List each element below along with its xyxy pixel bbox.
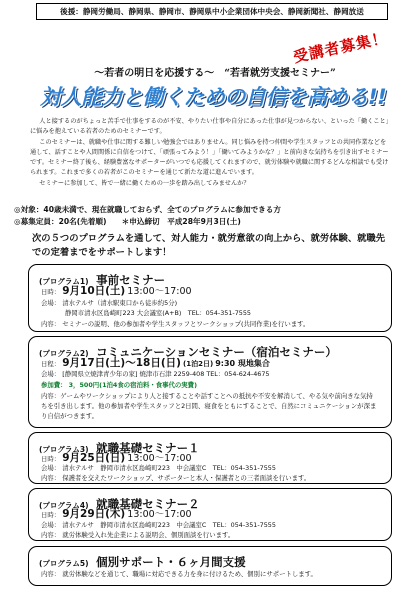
date-label: 日時：: [41, 455, 61, 463]
program-tag: (プログラム3): [39, 445, 89, 454]
program-venue-line: [41, 520, 276, 529]
content-label: 内容：: [41, 531, 61, 539]
program-5-box: [28, 546, 392, 586]
program-name: 事前セミナー: [96, 273, 166, 287]
recruiting-badge: 受講者募集！: [291, 28, 390, 67]
program-time: 13:00～17:00: [127, 453, 192, 464]
program-name: コミュニケーションセミナー（宿泊セミナー）: [96, 345, 337, 359]
venue-label: 会場：: [41, 521, 61, 529]
program-tag: (プログラム4): [39, 501, 89, 510]
fee-label: 参加費：: [41, 381, 67, 389]
sponsor-banner: 後援：静岡労働局、静岡県、静岡市、静岡県中小企業団体中央会、静岡新聞社、静岡放送: [36, 3, 388, 20]
date-label: 日時：: [41, 288, 61, 296]
target-condition: ◎対象：40歳未満で、現在就職しておらず、全てのプログラムに参加できる方: [14, 205, 281, 214]
date-label: 日程：: [41, 360, 61, 368]
content-label: 内容：: [41, 474, 61, 482]
program-venue: 清水テルサ（清水駅東口から徒歩約5分): [62, 299, 178, 307]
program-name: 就職基礎セミナー２: [96, 497, 200, 511]
program-stay: (1泊2日): [183, 360, 214, 368]
program-address: 静岡市清水区島崎町223 大会議室(A+B) TEL：054-351-7555: [65, 309, 251, 317]
program-date-line: [41, 355, 270, 370]
program-venue: 清水テルサ 静岡市清水区島崎町223 中会議室C TEL：054-351-7555: [62, 464, 276, 472]
program-venue-line: [41, 463, 276, 472]
intro-paragraph: セミナーに参加して、皆で一緒に働くための一歩を踏み出してみませんか？: [39, 179, 250, 187]
intro-paragraph: 人と接するのがちょっと苦手で仕事をするのが不安、やりたい仕事や自分にあった仕事が見つからない、といった「働くこと」に悩みを抱えている若者のためのセミナーです。: [30, 118, 392, 136]
main-title: 対人能力と働くための自信を高める!!: [40, 85, 387, 109]
program-time: 13:00～17:00: [127, 286, 192, 297]
program-title: [39, 551, 246, 570]
program-content-line: [41, 530, 234, 539]
program-date-line: [41, 506, 192, 521]
program-2-box: [28, 336, 392, 428]
lead-text: 次の５つのプログラムを通して、対人能力・就労意欲の向上から、就労体験、就職先での定着までをサポートします！: [32, 233, 386, 258]
program-content: セミナーの説明、他の参加者や学生スタッフとワークショップ(共同作業)を行います。: [62, 320, 310, 328]
venue-label: 会場：: [41, 299, 61, 307]
program-date-line: [41, 283, 192, 298]
program-time: 9:30 現地集合: [215, 359, 270, 368]
venue-label: 会場：: [41, 370, 61, 378]
intro-text: [30, 117, 392, 189]
program-date: 9月25日(日): [62, 452, 126, 464]
program-date: 9月29日(木): [62, 508, 126, 520]
program-content: 就労体験受入れ先企業による説明会、個別面談を行います。: [62, 531, 235, 539]
program-name: 個別サポート・６ヶ月間支援: [96, 555, 246, 569]
program-tag: (プログラム2): [39, 349, 89, 358]
program-1-box: [28, 264, 392, 332]
program-content-line: [41, 391, 377, 421]
recruit-condition: ◎募集定員：20名(先着順) ＊申込締切 平成28年9月3日(土): [14, 217, 241, 226]
program-venue-line: [41, 369, 269, 378]
program-4-box: [28, 488, 392, 541]
program-venue: 清水テルサ 静岡市清水区島崎町223 中会議室C TEL：054-351-7555: [62, 521, 276, 529]
program-date: 9月17日(土)～18日(日): [62, 357, 181, 369]
content-label: 内容：: [41, 392, 61, 400]
seminar-subtitle: ～若者の明日を応援する～ “若者就労支援セミナー”: [94, 68, 336, 79]
venue-label: 会場：: [41, 464, 61, 472]
program-content-line: [41, 569, 317, 578]
program-fee-line: [41, 380, 197, 389]
program-venue-line: [41, 298, 177, 307]
program-fee: 3，500円(1泊4食の宿泊料・食事代の実費): [68, 381, 197, 389]
content-label: 内容：: [41, 570, 61, 578]
program-date: 9月10日(土): [62, 285, 126, 297]
program-content: 就労体験などを通じて、職場に対応できる力を身に付けるため、個別にサポートします。: [62, 570, 317, 578]
program-3-box: [28, 432, 392, 484]
program-content-line: [41, 473, 310, 482]
program-tag: (プログラム5): [39, 559, 89, 568]
program-tag: (プログラム1): [39, 277, 89, 286]
intro-paragraph: このセミナーは、就職や仕事に関する難しい勉強会ではありません。同じ悩みを持つ仲間や学生スタッフとの共同作業などを通して、話すことや人間関係に自信をつけて、「頑張ってみよう！」「働いてみようかな？」と前向きな気持ちを引き出すセミナーです。セミナー終了後も、経験豊富なサポーターがいつでも応援してくれますので、就労体験や就職に関するどんな相談でも受けられます。これまで多くの若者がこのセミナーを通じて新たな道に進んでいます。: [30, 138, 389, 177]
program-name: 就職基礎セミナー１: [96, 441, 200, 455]
program-time: 13:00～17:00: [127, 509, 192, 520]
content-label: 内容：: [41, 320, 61, 328]
program-venue: [静岡県立焼津青少年の家] 焼津市石津 2259-408 TEL：054-624-4675: [62, 370, 270, 378]
date-label: 日時：: [41, 511, 61, 519]
program-content: ゲームやワークショップにより人と接することや話すことへの抵抗や不安を解消して、やる気や前向きな気持ちを引き出します。他の参加者や学生スタッフと2日間、寝食をともにすることで、自然にコミュニケーションが深まり自信がつきます。: [41, 392, 377, 420]
program-content-line: [41, 319, 309, 328]
program-content: 保護者を交えたワークショップ、サポーターと本人・保護者との三者面談を行います。: [62, 474, 311, 482]
